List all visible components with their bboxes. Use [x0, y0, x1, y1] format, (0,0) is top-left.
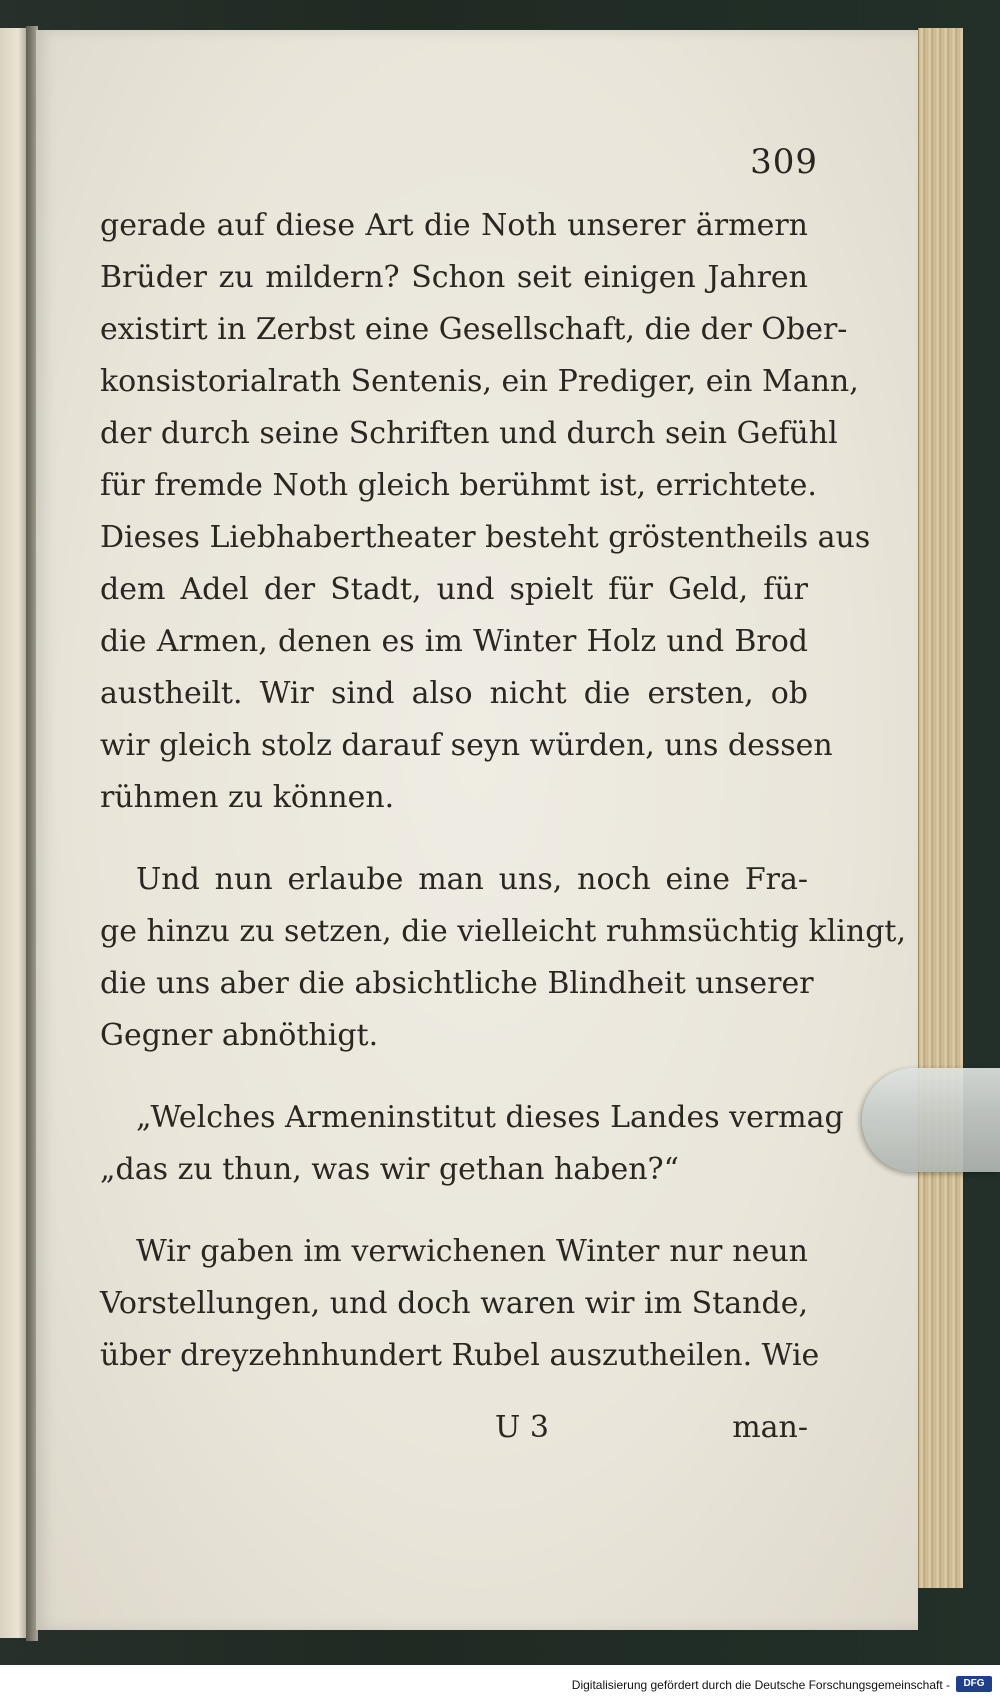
- text-line: Vorstellungen, und doch waren wir im Stande,: [100, 1286, 808, 1321]
- text-line: Brüder zu mildern? Schon seit einigen Jahren: [100, 260, 808, 295]
- funding-notice: Digitalisierung gefördert durch die Deutsche Forschungsgemeinschaft -: [571, 1678, 950, 1692]
- text-line: der durch seine Schriften und durch sein Gefühl: [100, 416, 838, 451]
- text-line: Und nun erlaube man uns, noch eine Fra-: [136, 862, 808, 897]
- text-line: Dieses Liebhabertheater besteht gröstentheils aus: [100, 520, 871, 555]
- text-line: ge hinzu zu setzen, die vielleicht ruhmsüchtig klingt,: [100, 914, 907, 949]
- text-line: für fremde Noth gleich berühmt ist, errichtete.: [100, 468, 817, 503]
- text-line: die Armen, denen es im Winter Holz und Brod: [100, 624, 808, 659]
- catchword: man-: [732, 1410, 808, 1445]
- text-line: Wir gaben im verwichenen Winter nur neun: [136, 1234, 808, 1269]
- quote-line: „das zu thun, was wir gethan haben?“: [100, 1152, 679, 1187]
- text-line: wir gleich stolz darauf seyn würden, uns dessen: [100, 728, 833, 763]
- scanner-clip: [862, 1068, 1000, 1172]
- digitization-footer: [0, 1665, 1000, 1703]
- text-line: austheilt. Wir sind also nicht die ersten, ob: [100, 676, 808, 711]
- text-line: dem Adel der Stadt, und spielt für Geld, für: [100, 572, 808, 607]
- text-line: Gegner abnöthigt.: [100, 1018, 379, 1053]
- text-line: die uns aber die absichtliche Blindheit unserer: [100, 966, 814, 1001]
- dfg-logo: DFG: [956, 1676, 992, 1692]
- page-text: [100, 200, 907, 1382]
- facing-page-edge: [0, 28, 28, 1638]
- text-line: gerade auf diese Art die Noth unserer ärmern: [100, 208, 808, 243]
- quote-line: „Welches Armeninstitut dieses Landes vermag: [136, 1100, 844, 1135]
- text-line: existirt in Zerbst eine Gesellschaft, die der Ober-: [100, 312, 848, 347]
- page-number: 309: [750, 142, 818, 182]
- signature-mark: U 3: [495, 1410, 549, 1445]
- text-line: über dreyzehnhundert Rubel auszutheilen. Wie: [100, 1338, 820, 1373]
- text-line: rühmen zu können.: [100, 780, 395, 815]
- page-block-edge: [918, 28, 963, 1588]
- text-line: konsistorialrath Sentenis, ein Prediger, ein Mann,: [100, 364, 859, 399]
- page-foot-line: [100, 1410, 808, 1460]
